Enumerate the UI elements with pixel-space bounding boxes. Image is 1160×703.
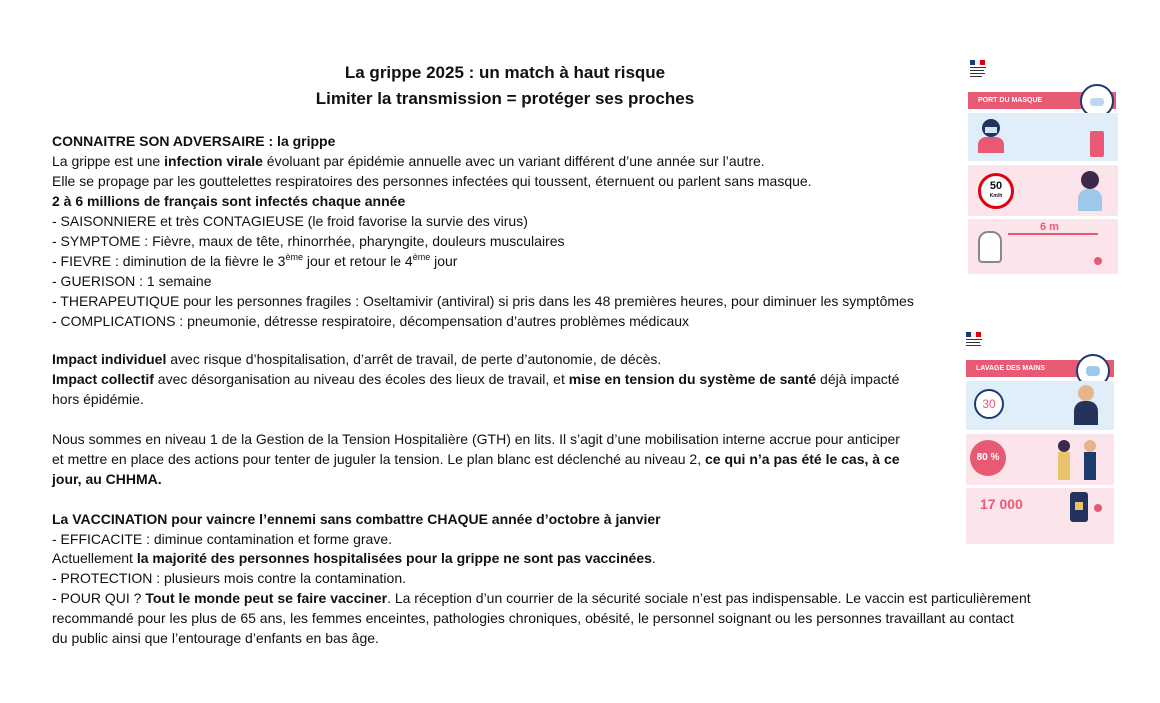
bin-icon — [1090, 131, 1104, 157]
bullet-saisonniere: - SAISONNIERE et très CONTAGIEUSE (le froid favorise la survie des virus) — [52, 213, 528, 229]
paragraph-line: Elle se propage par les gouttelettes respiratoires des personnes infectées qui toussent, éternuent ou parlent sans masque. — [52, 173, 812, 189]
bullet-protection: - PROTECTION : plusieurs mois contre la contamination. — [52, 570, 407, 586]
person-sneeze-icon — [1078, 171, 1102, 211]
card-80-pourcent — [966, 434, 1114, 485]
bullet-pour-qui: - POUR QUI ? Tout le monde peut se faire vacciner. La réception d’un courrier de la sécurité sociale n’est pas indispensable. Le vaccin est particulièrement — [52, 590, 1031, 606]
speed-sign-icon: 50 Km/h — [978, 173, 1014, 209]
paragraph-line-bold: jour, au CHHMA. — [52, 471, 162, 487]
paragraph-line-bold: 2 à 6 millions de français sont infectés chaque année — [52, 193, 406, 209]
handshake-icon — [1058, 440, 1098, 480]
republique-logo — [966, 332, 982, 354]
bullet-guerison: - GUERISON : 1 semaine — [52, 273, 212, 289]
card-17000 — [966, 488, 1114, 544]
paragraph-line: du public ainsi que l’entourage d’enfants en bas âge. — [52, 630, 379, 646]
distance-label: 6 m — [1040, 221, 1059, 233]
card-vitesse — [968, 165, 1118, 216]
germs-icon — [1094, 504, 1102, 512]
card-masque-personne — [968, 113, 1118, 161]
bullet-efficacite: - EFFICACITE : diminue contamination et forme grave. — [52, 531, 393, 547]
timer-icon: 30 — [974, 389, 1004, 419]
infographic-lavage-des-mains — [962, 330, 1114, 548]
card-distance — [968, 219, 1118, 274]
impact-collectif: Impact collectif avec désorganisation au niveau des écoles des lieux de travail, et mise en tension du système de santé déjà impacté — [52, 371, 900, 387]
republique-logo — [970, 60, 986, 82]
paragraph-line: La grippe est une infection virale évoluant par épidémie annuelle avec un variant différent d’une année sur l’autre. — [52, 153, 765, 169]
paragraph-line: et mettre en place des actions pour tenter de juguler la tension. Le plan blanc est déclenché au niveau 2, ce qui n’a pas été le cas, à ce — [52, 451, 900, 467]
distance-arrow-icon — [1008, 233, 1098, 235]
section-heading-adversaire: CONNAITRE SON ADVERSAIRE : la grippe — [52, 133, 336, 149]
infographic-port-du-masque — [966, 58, 1118, 274]
bullet-therapeutique: - THERAPEUTIQUE pour les personnes fragiles : Oseltamivir (antiviral) si pris dans les 48 premières heures, pour diminuer les symptômes — [52, 293, 914, 309]
percent-pie: 80 % — [970, 440, 1006, 476]
bacteria-count: 17 000 — [980, 496, 1023, 512]
bullet-fievre: - FIEVRE : diminution de la fièvre le 3ème jour et retour le 4ème jour — [52, 252, 458, 269]
person-hands-icon — [1074, 385, 1098, 425]
head-profile-icon — [978, 231, 1002, 263]
card-30-secondes — [966, 381, 1114, 430]
bullet-symptome: - SYMPTOME : Fièvre, maux de tête, rhinorrhée, pharyngite, douleurs musculaires — [52, 233, 565, 249]
banner-lavage-des-mains: LAVAGE DES MAINS — [966, 360, 1114, 377]
phone-icon — [1070, 492, 1088, 522]
person-mask-icon — [978, 119, 1004, 153]
page-title: La grippe 2025 : un match à haut risque — [344, 63, 666, 82]
bullet-complications: - COMPLICATIONS : pneumonie, détresse respiratoire, décompensation d’autres problèmes médicaux — [52, 313, 690, 329]
impact-individuel: Impact individuel avec risque d’hospitalisation, d’arrêt de travail, de perte d’autonomie, de décès. — [52, 351, 662, 367]
paragraph-line: hors épidémie. — [52, 391, 144, 407]
paragraph-line: Nous sommes en niveau 1 de la Gestion de la Tension Hospitalière (GTH) en lits. Il s’agit d’une mobilisation interne accrue pour anticiper — [52, 431, 900, 447]
virus-icon — [1094, 257, 1102, 265]
paragraph-line: Actuellement la majorité des personnes hospitalisées pour la grippe ne sont pas vaccinées. — [52, 550, 656, 566]
section-heading-vaccination: La VACCINATION pour vaincre l’ennemi sans combattre CHAQUE année d’octobre à janvier — [52, 511, 661, 527]
banner-port-du-masque: PORT DU MASQUE — [968, 92, 1116, 109]
page-subtitle: Limiter la transmission = protéger ses proches — [315, 89, 695, 108]
paragraph-line: recommandé pour les plus de 65 ans, les femmes enceintes, pathologies chroniques, obésité, le personnel soignant ou les personnes travaillant au contact — [52, 610, 1014, 626]
